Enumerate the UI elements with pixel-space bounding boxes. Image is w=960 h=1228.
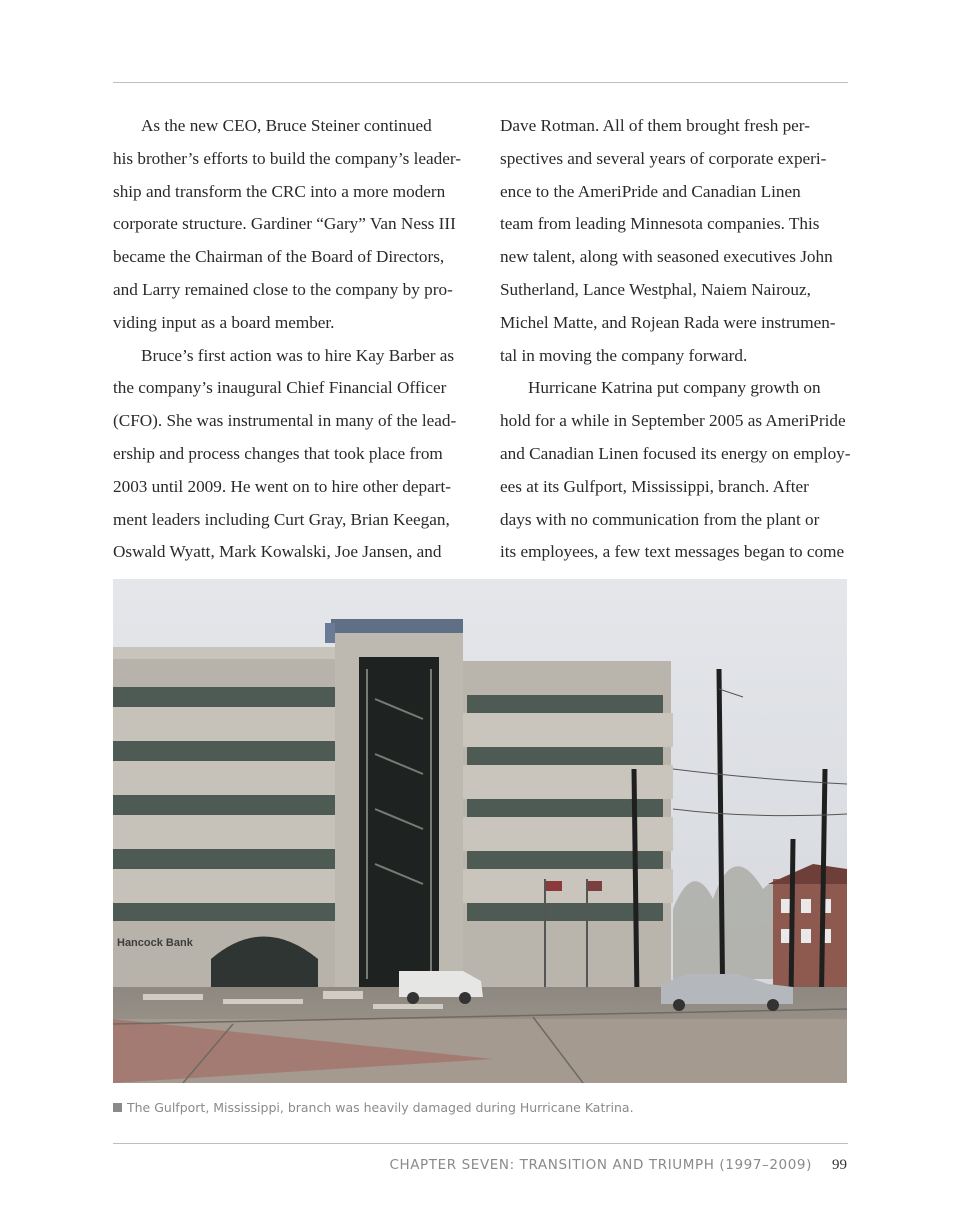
page-footer xyxy=(389,1156,847,1174)
text-line: the company’s inaugural Chief Financial Officer xyxy=(113,378,447,398)
left-text-column xyxy=(113,110,463,569)
text-line: (CFO). She was instrumental in many of the lead- xyxy=(113,411,457,431)
text-line: 2003 until 2009. He went on to hire other depart- xyxy=(113,476,451,496)
text-line: Oswald Wyatt, Mark Kowalski, Joe Jansen, and xyxy=(113,542,442,562)
caption-bullet-icon xyxy=(113,1103,122,1112)
text-line: Michel Matte, and Rojean Rada were instrumen- xyxy=(500,312,836,332)
text-line: ence to the AmeriPride and Canadian Linen xyxy=(500,181,801,201)
hurricane-damage-photo xyxy=(113,579,847,1083)
building-sign-text: Hancock Bank xyxy=(117,937,193,949)
caption-text: The Gulfport, Mississippi, branch was heavily damaged during Hurricane Katrina. xyxy=(127,1100,634,1115)
running-footer-chapter: CHAPTER SEVEN: TRANSITION AND TRIUMPH (1997–2009) xyxy=(389,1157,812,1173)
text-line: spectives and several years of corporate experi- xyxy=(500,148,827,168)
text-line: Dave Rotman. All of them brought fresh per- xyxy=(500,116,810,135)
top-rule xyxy=(113,82,848,83)
text-line: his brother’s efforts to build the company’s leader- xyxy=(113,148,461,168)
text-line: new talent, along with seasoned executives John xyxy=(500,247,833,267)
text-line: its employees, a few text messages began to come xyxy=(500,542,845,562)
text-line: ment leaders including Curt Gray, Brian Keegan, xyxy=(113,509,450,529)
text-line: and Larry remained close to the company by pro- xyxy=(113,279,453,299)
text-line: tal in moving the company forward. xyxy=(500,345,748,365)
text-line: became the Chairman of the Board of Directors, xyxy=(113,247,445,267)
text-line: team from leading Minnesota companies. This xyxy=(500,214,820,234)
text-line: Sutherland, Lance Westphal, Naiem Nairouz, xyxy=(500,279,811,299)
page-number: 99 xyxy=(832,1157,847,1173)
text-line: Hurricane Katrina put company growth on xyxy=(528,378,821,398)
text-line: Bruce’s first action was to hire Kay Barber as xyxy=(141,345,455,365)
text-line: ership and process changes that took place from xyxy=(113,443,443,463)
text-line: viding input as a board member. xyxy=(113,312,335,332)
text-line: and Canadian Linen focused its energy on employ- xyxy=(500,443,851,463)
text-line: As the new CEO, Bruce Steiner continued xyxy=(141,116,432,135)
text-line: corporate structure. Gardiner “Gary” Van Ness III xyxy=(113,214,456,234)
text-line: ees at its Gulfport, Mississippi, branch. After xyxy=(500,476,809,496)
photo-caption xyxy=(113,1100,634,1115)
text-line: hold for a while in September 2005 as AmeriPride xyxy=(500,411,846,431)
right-text-column xyxy=(500,110,850,569)
text-line: days with no communication from the plant or xyxy=(500,509,820,529)
bottom-rule xyxy=(113,1143,848,1144)
text-line: ship and transform the CRC into a more modern xyxy=(113,181,446,201)
